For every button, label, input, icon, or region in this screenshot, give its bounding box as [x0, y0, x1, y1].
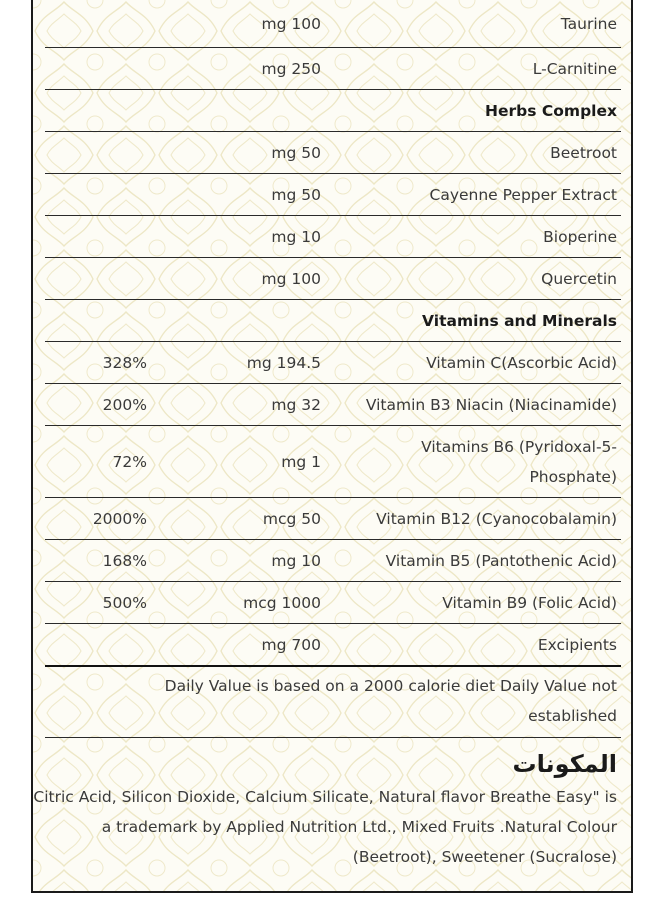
row-taurine: [45, 0, 621, 48]
section-header-herbs: [45, 90, 621, 132]
row-vitamin-b9: [45, 582, 621, 624]
ingredient-name: Vitamin C(Ascorbic Acid): [426, 353, 617, 372]
daily-value: 168%: [102, 551, 147, 570]
amount: mcg 1000: [243, 593, 321, 612]
row-cayenne: [45, 174, 621, 216]
ingredient-name: Vitamins B6 (Pyridoxal-5-Phosphate): [421, 438, 617, 486]
row-vitamin-b12: [45, 498, 621, 540]
ingredients-text: Citric Acid, Silicon Dioxide, Calcium Silicate, Natural flavor Breathe Easy" is a trademark by Applied Nutrition Ltd., Mixed Fruits .Natural Colour (Beetroot), Sweetener (Sucralose): [33, 788, 617, 866]
ingredient-name: Vitamin B12 (Cyanocobalamin): [376, 509, 617, 528]
ingredient-name: Vitamin B5 (Pantothenic Acid): [385, 551, 617, 570]
ingredient-name: Beetroot: [550, 143, 617, 162]
amount: mg 1: [281, 452, 321, 471]
amount: mg 50: [271, 185, 321, 204]
daily-value-footnote: Daily Value is based on a 2000 calorie diet Daily Value not established: [45, 667, 621, 738]
row-beetroot: [45, 132, 621, 174]
amount: mg 50: [271, 143, 321, 162]
daily-value: 200%: [102, 395, 147, 414]
daily-value: 328%: [102, 353, 147, 372]
amount: mg 194.5: [246, 353, 321, 372]
row-bioperine: [45, 216, 621, 258]
daily-value: 500%: [102, 593, 147, 612]
amount: mg 10: [271, 227, 321, 246]
facts-table: [33, 0, 621, 872]
row-l-carnitine: [45, 48, 621, 90]
ingredient-name: Bioperine: [543, 227, 617, 246]
amount: mg 32: [271, 395, 321, 414]
row-vitamin-c: [45, 342, 621, 384]
row-vitamin-b3: [45, 384, 621, 426]
daily-value: 2000%: [92, 509, 147, 528]
ingredient-name: L-Carnitine: [532, 59, 617, 78]
ingredient-name: Cayenne Pepper Extract: [429, 185, 617, 204]
ingredient-name: Excipients: [537, 635, 617, 654]
amount: mg 10: [271, 551, 321, 570]
row-excipients: [45, 624, 621, 667]
row-quercetin: [45, 258, 621, 300]
section-title: Herbs Complex: [485, 101, 617, 120]
ingredient-name: Vitamin B3 Niacin (Niacinamide): [365, 395, 617, 414]
row-vitamin-b5: [45, 540, 621, 582]
amount: mg 700: [261, 635, 321, 654]
ingredient-name: Quercetin: [541, 269, 617, 288]
amount: mg 100: [261, 14, 321, 33]
section-title: Vitamins and Minerals: [422, 311, 617, 330]
amount: mg 250: [261, 59, 321, 78]
supplement-facts-panel: [31, 0, 633, 893]
row-vitamin-b6: [45, 426, 621, 498]
section-header-vitamins: [45, 300, 621, 342]
amount: mg 100: [261, 269, 321, 288]
amount: mcg 50: [262, 509, 321, 528]
ingredients-title: المكونات: [512, 750, 617, 778]
ingredient-name: Taurine: [560, 14, 617, 33]
ingredient-name: Vitamin B9 (Folic Acid): [442, 593, 617, 612]
daily-value: 72%: [112, 452, 147, 471]
